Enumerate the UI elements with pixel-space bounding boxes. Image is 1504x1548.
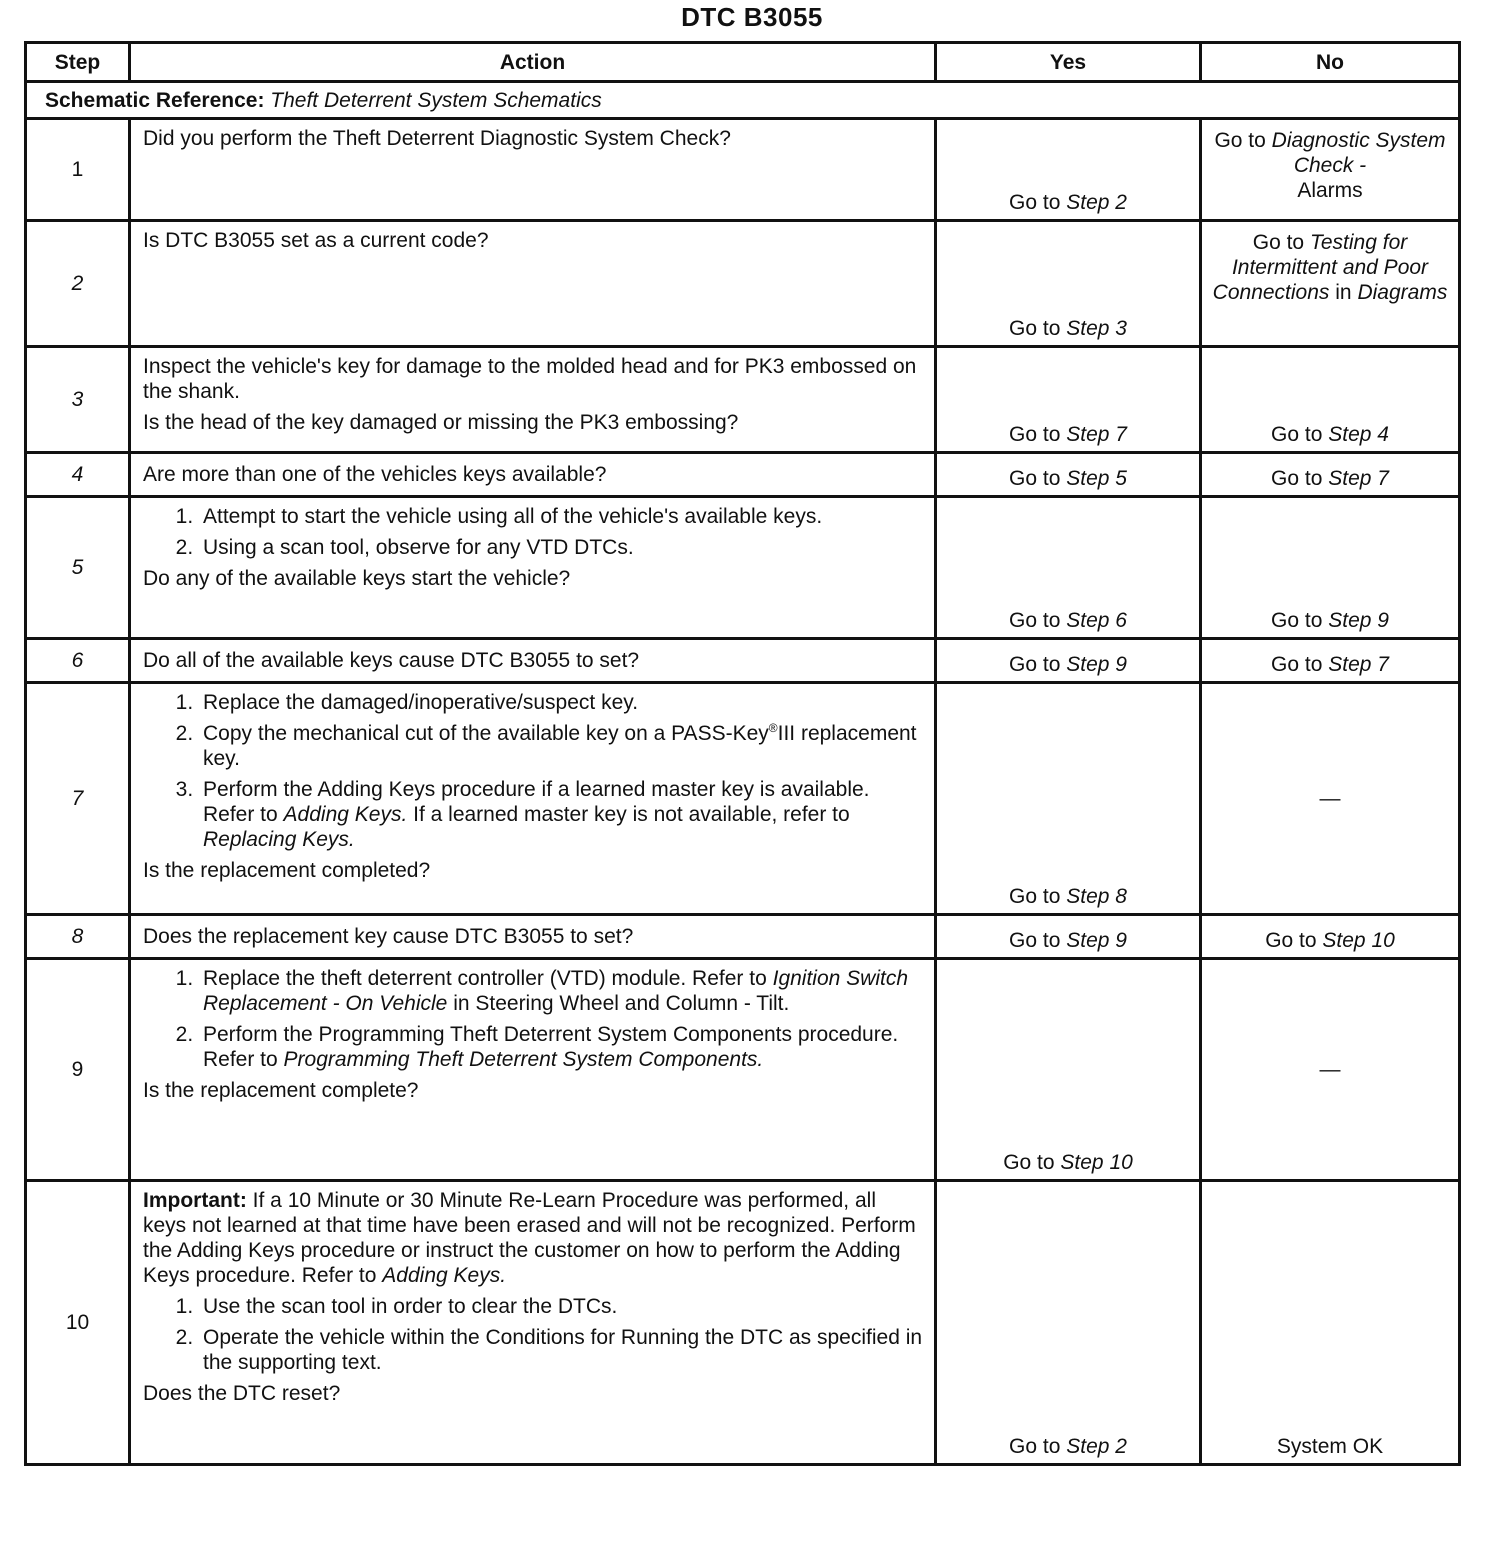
important-label: Important: <box>143 1189 247 1212</box>
goto-text: Go to <box>1009 1435 1061 1458</box>
goto-text: Go to <box>1271 467 1323 490</box>
goto-text: Go to <box>1003 1151 1055 1174</box>
goto-text: Go to <box>1271 653 1323 676</box>
goto-text: Go to <box>1009 467 1061 490</box>
list-item-text: Perform the Adding Keys procedure if a learned master key is available. Refer to <box>203 778 870 826</box>
table-row <box>26 453 1460 497</box>
step-number: 6 <box>26 639 130 683</box>
question: Is the head of the key damaged or missing the PK3 embossing? <box>143 411 739 434</box>
no-link-diagrams[interactable]: Diagrams <box>1357 281 1448 304</box>
no-link[interactable]: Diagnostic System Check - <box>1271 129 1446 177</box>
no-link-tail: Alarms <box>1297 179 1363 202</box>
question: Is the replacement complete? <box>143 1079 419 1102</box>
question: Are more than one of the vehicles keys available? <box>143 463 607 486</box>
yes-link[interactable]: Step 10 <box>1060 1151 1133 1174</box>
header-step: Step <box>26 43 130 82</box>
goto-text: Go to <box>1009 317 1061 340</box>
yes-link[interactable]: Step 7 <box>1066 423 1127 446</box>
list-item <box>199 1022 924 1072</box>
question: Do any of the available keys start the vehicle? <box>143 567 571 590</box>
yes-link[interactable]: Step 2 <box>1066 1435 1127 1458</box>
schematic-row <box>26 82 1460 119</box>
list-item-text: Replace the theft deterrent controller (VTD) module. Refer to <box>203 967 767 990</box>
list-item: 2. Using a scan tool, observe for any VTD DTCs. <box>199 535 924 560</box>
list-item-text: If a learned master key is not available, refer to <box>413 803 850 826</box>
table-row <box>26 221 1460 347</box>
yes-link[interactable]: Step 2 <box>1066 191 1127 214</box>
list-item <box>199 966 924 1016</box>
goto-text: Go to <box>1265 929 1317 952</box>
goto-text: Go to <box>1009 191 1061 214</box>
no-link[interactable]: Testing for Intermittent and Poor Connections <box>1212 231 1429 304</box>
table-row <box>26 347 1460 453</box>
goto-text: Go to <box>1271 609 1323 632</box>
list-item: 1. Attempt to start the vehicle using all of the vehicle's available keys. <box>199 504 924 529</box>
step-number: 5 <box>26 497 130 639</box>
yes-link[interactable]: Step 8 <box>1066 885 1127 908</box>
goto-text: Go to <box>1009 423 1061 446</box>
schematic-label: Schematic Reference: <box>45 88 265 112</box>
table-row <box>26 683 1460 915</box>
registered-mark: ® <box>768 721 778 735</box>
page-title: DTC B3055 <box>681 2 823 32</box>
header-no: No <box>1201 43 1460 82</box>
question: Does the DTC reset? <box>143 1382 341 1405</box>
list-item-text: Copy the mechanical cut of the available key on a PASS-Key <box>203 722 769 745</box>
list-item-text: Perform the Programming Theft Deterrent System Components procedure. Refer to <box>203 1023 899 1071</box>
step-number: 3 <box>26 347 130 453</box>
list-item <box>199 777 924 852</box>
step-number: 2 <box>26 221 130 347</box>
list-item-text: in Steering Wheel and Column - Tilt. <box>453 992 790 1015</box>
header-yes: Yes <box>936 43 1201 82</box>
table-row <box>26 959 1460 1181</box>
adding-keys-link[interactable]: Adding Keys. <box>382 1264 507 1287</box>
table-row <box>26 1181 1460 1465</box>
question: Did you perform the Theft Deterrent Diagnostic System Check? <box>143 127 731 150</box>
instruction-text: Inspect the vehicle's key for damage to the molded head and for PK3 embossed on the shank. <box>143 355 917 403</box>
no-link[interactable]: Step 7 <box>1328 467 1389 490</box>
yes-link[interactable]: Step 9 <box>1066 653 1127 676</box>
question: Is the replacement completed? <box>143 859 431 882</box>
dtc-table <box>24 41 1461 1466</box>
ignition-switch-link[interactable]: Ignition Switch Replacement - On Vehicle <box>203 967 909 1015</box>
procedure-list <box>143 690 924 852</box>
header-row <box>26 43 1460 82</box>
no-link[interactable]: Step 4 <box>1328 423 1389 446</box>
no-link[interactable]: Step 10 <box>1322 929 1395 952</box>
yes-link[interactable]: Step 5 <box>1066 467 1127 490</box>
question: Is DTC B3055 set as a current code? <box>143 229 489 252</box>
step-number: 10 <box>26 1181 130 1465</box>
goto-text: Go to <box>1009 885 1061 908</box>
step-number: 4 <box>26 453 130 497</box>
list-item: 1. Use the scan tool in order to clear the DTCs. <box>199 1294 924 1319</box>
replacing-keys-link[interactable]: Replacing Keys. <box>203 828 355 851</box>
question: Does the replacement key cause DTC B3055 to set? <box>143 925 634 948</box>
list-item: 2. Operate the vehicle within the Conditions for Running the DTC as specified in the supporting text. <box>199 1325 924 1375</box>
yes-link[interactable]: Step 9 <box>1066 929 1127 952</box>
list-item: 1. Replace the damaged/inoperative/suspect key. <box>199 690 924 715</box>
procedure-list <box>143 504 924 560</box>
question: Do all of the available keys cause DTC B3055 to set? <box>143 649 640 672</box>
yes-link[interactable]: Step 3 <box>1066 317 1127 340</box>
table-row <box>26 119 1460 221</box>
step-number: 9 <box>26 959 130 1181</box>
goto-text: Go to <box>1252 231 1305 254</box>
no-link-in: in <box>1335 281 1352 304</box>
yes-link[interactable]: Step 6 <box>1066 609 1127 632</box>
table-row <box>26 915 1460 959</box>
header-action: Action <box>130 43 936 82</box>
important-note <box>143 1188 924 1288</box>
procedure-list <box>143 1294 924 1375</box>
adding-keys-link[interactable]: Adding Keys. <box>283 803 408 826</box>
no-dash: — <box>1201 959 1460 1181</box>
no-result: System OK <box>1201 1181 1460 1465</box>
no-link[interactable]: Step 7 <box>1328 653 1389 676</box>
table-row <box>26 639 1460 683</box>
list-item <box>199 721 924 771</box>
no-dash: — <box>1201 683 1460 915</box>
goto-text: Go to <box>1009 609 1061 632</box>
goto-text: Go to <box>1214 129 1266 152</box>
programming-link[interactable]: Programming Theft Deterrent System Components. <box>283 1048 764 1071</box>
no-link[interactable]: Step 9 <box>1328 609 1389 632</box>
step-number: 1 <box>26 119 130 221</box>
step-number: 8 <box>26 915 130 959</box>
procedure-list <box>143 966 924 1072</box>
step-number: 7 <box>26 683 130 915</box>
goto-text: Go to <box>1009 929 1061 952</box>
schematic-reference: Theft Deterrent System Schematics <box>270 88 602 112</box>
table-row <box>26 497 1460 639</box>
goto-text: Go to <box>1009 653 1061 676</box>
list-item-text: III replacement key. <box>203 722 917 770</box>
goto-text: Go to <box>1271 423 1323 446</box>
important-text: If a 10 Minute or 30 Minute Re-Learn Procedure was performed, all keys not learned at that time have been erased and will not be recognized. Perform the Adding Keys procedure or instruct the customer on how to perform the Adding Keys procedure. Refer to <box>143 1189 916 1287</box>
